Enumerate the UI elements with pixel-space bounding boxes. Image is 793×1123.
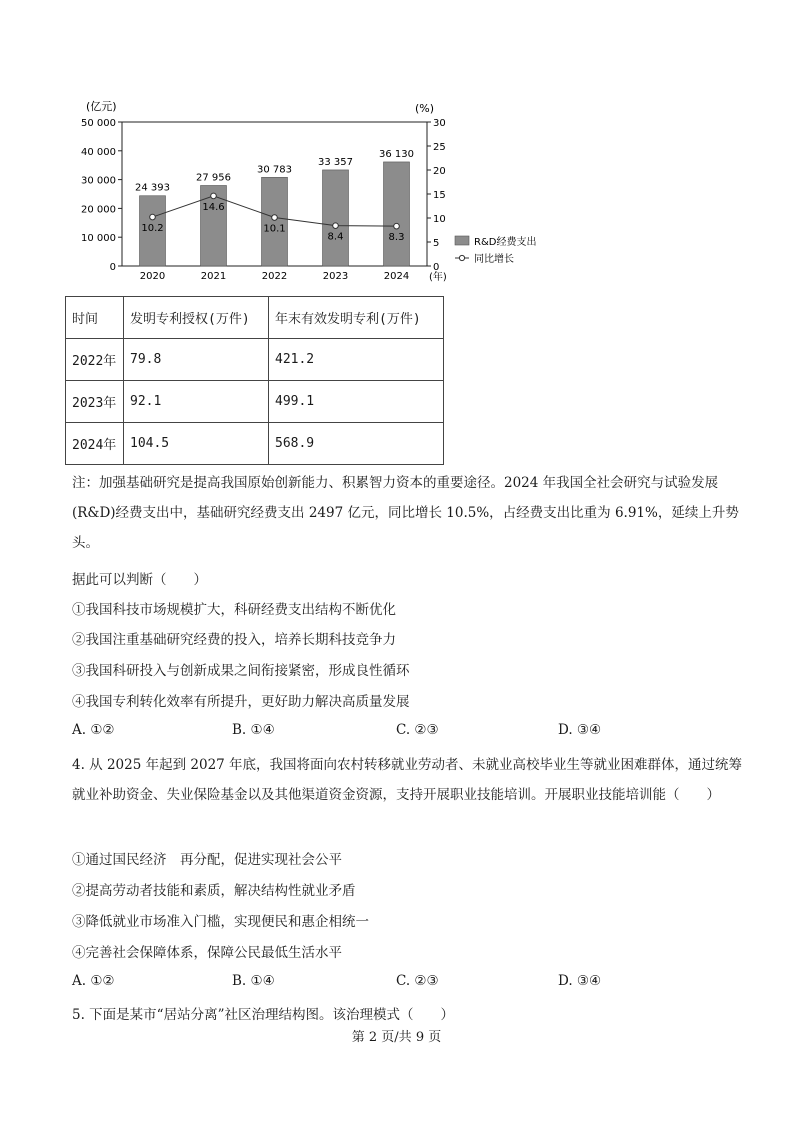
q4-option-d[interactable]: D. ③④: [558, 973, 602, 989]
bar-value-label: 33 357: [318, 156, 353, 168]
bar: [262, 177, 288, 266]
table-cell: 2022年: [66, 339, 124, 381]
bar: [384, 162, 410, 266]
left-axis-tick-label: 50 000: [81, 118, 116, 129]
left-axis-tick-label: 30 000: [81, 175, 116, 187]
right-axis-tick-label: 15: [433, 190, 446, 201]
right-axis-tick-label: 10: [433, 214, 446, 225]
q3-item-1: ①我国科技市场规模扩大，科研经费支出结构不断优化: [72, 602, 396, 618]
bar-value-label: 24 393: [135, 182, 170, 194]
x-axis-tick-label: 2020: [139, 271, 166, 282]
q5-stem: 5. 下面是某市“居站分离”社区治理结构图。该治理模式（ ）: [72, 1007, 454, 1023]
page-footer: 第 2 页/共 9 页: [351, 1030, 442, 1045]
table-cell: 568.9: [269, 423, 444, 465]
right-axis-tick-label: 30: [433, 118, 446, 129]
x-axis-unit: (年): [429, 272, 447, 283]
growth-value-label: 10.1: [263, 223, 286, 235]
table-cell: 499.1: [269, 381, 444, 423]
legend-line-label: 同比增长: [474, 254, 514, 265]
left-axis-tick-label: 40 000: [81, 146, 116, 158]
rd-chart: [72, 96, 572, 292]
growth-value-label: 8.3: [388, 232, 405, 244]
right-axis-tick-label: 0: [433, 262, 440, 273]
q4-item-3: ③降低就业市场准入门槛，实现便民和惠企相统一: [72, 914, 369, 930]
table-header-row: [66, 297, 444, 339]
growth-point: [150, 214, 156, 220]
growth-point: [333, 223, 339, 229]
x-axis-tick-label: 2021: [200, 271, 227, 282]
q3-option-a[interactable]: A. ①②: [72, 722, 115, 738]
legend-bar-swatch: [455, 236, 469, 245]
growth-value-label: 14.6: [202, 201, 225, 213]
growth-value-label: 10.2: [141, 223, 164, 235]
bar-value-label: 36 130: [379, 148, 414, 160]
x-axis-tick-label: 2022: [261, 271, 288, 282]
table-header: 发明专利授权(万件): [124, 297, 269, 339]
q3-option-d[interactable]: D. ③④: [558, 722, 602, 738]
table-cell: 2023年: [66, 381, 124, 423]
bar: [323, 170, 349, 266]
right-axis-tick-label: 25: [433, 142, 446, 153]
table-header: 年末有效发明专利(万件): [269, 297, 444, 339]
q3-item-3: ③我国科研投入与创新成果之间衔接紧密，形成良性循环: [72, 663, 410, 679]
table-row: [66, 339, 444, 381]
x-axis-tick-label: 2023: [322, 271, 349, 282]
q3-item-2: ②我国注重基础研究经费的投入，培养长期科技竞争力: [72, 632, 396, 648]
q3-option-c[interactable]: C. ②③: [396, 722, 439, 738]
bar-value-label: 30 783: [257, 164, 292, 176]
growth-point: [211, 193, 217, 199]
growth-point: [272, 215, 278, 221]
table-cell: 2024年: [66, 423, 124, 465]
legend-line-marker: [459, 255, 464, 260]
table-cell: 421.2: [269, 339, 444, 381]
q4-item-4: ④完善社会保障体系，保障公民最低生活水平: [72, 945, 342, 961]
bar-value-label: 27 956: [196, 172, 231, 184]
table-row: [66, 381, 444, 423]
table-cell: 104.5: [124, 423, 269, 465]
left-axis-tick-label: 0: [109, 262, 116, 273]
growth-point: [394, 223, 400, 229]
right-axis-tick-label: 20: [433, 166, 446, 177]
q4-option-c[interactable]: C. ②③: [396, 973, 439, 989]
q4-item-1: ①通过国民经济 再分配，促进实现社会公平: [72, 852, 342, 868]
x-axis-tick-label: 2024: [383, 271, 410, 282]
left-axis-unit: (亿元): [86, 100, 117, 113]
table-cell: 79.8: [124, 339, 269, 381]
legend-bar-label: R&D经费支出: [474, 237, 537, 248]
table-row: [66, 423, 444, 465]
right-axis-tick-label: 5: [433, 238, 440, 249]
table-cell: 92.1: [124, 381, 269, 423]
q3-item-4: ④我国专利转化效率有所提升，更好助力解决高质量发展: [72, 694, 410, 710]
q4-item-2: ②提高劳动者技能和素质，解决结构性就业矛盾: [72, 883, 356, 899]
q4-option-a[interactable]: A. ①②: [72, 973, 115, 989]
note-paragraph: 注：加强基础研究是提高我国原始创新能力、积累智力资本的重要途径。2024 年我国全社会研究与试验发展(R&D)经费支出中，基础研究经费支出 2497 亿元，同比增长 10.5%，占经费支出比重为 6.91%，延续上升势头。: [72, 475, 739, 551]
right-axis-unit: (%): [415, 102, 435, 115]
q3-stem: 据此可以判断（ ）: [72, 572, 207, 588]
table-header: 时间: [66, 297, 124, 339]
q4-option-b[interactable]: B. ①④: [232, 973, 275, 989]
growth-value-label: 8.4: [327, 231, 344, 243]
q4-stem: 4. 从 2025 年起到 2027 年底，我国将面向农村转移就业劳动者、未就业高校毕业生等就业困难群体，通过统筹就业补助资金、失业保险基金以及其他渠道资金资源，支持开展职业技能培训。开展职业技能培训能（ ）: [72, 757, 743, 803]
patent-table: [65, 296, 444, 465]
left-axis-tick-label: 10 000: [81, 233, 116, 245]
q3-option-b[interactable]: B. ①④: [232, 722, 275, 738]
left-axis-tick-label: 20 000: [81, 204, 116, 216]
